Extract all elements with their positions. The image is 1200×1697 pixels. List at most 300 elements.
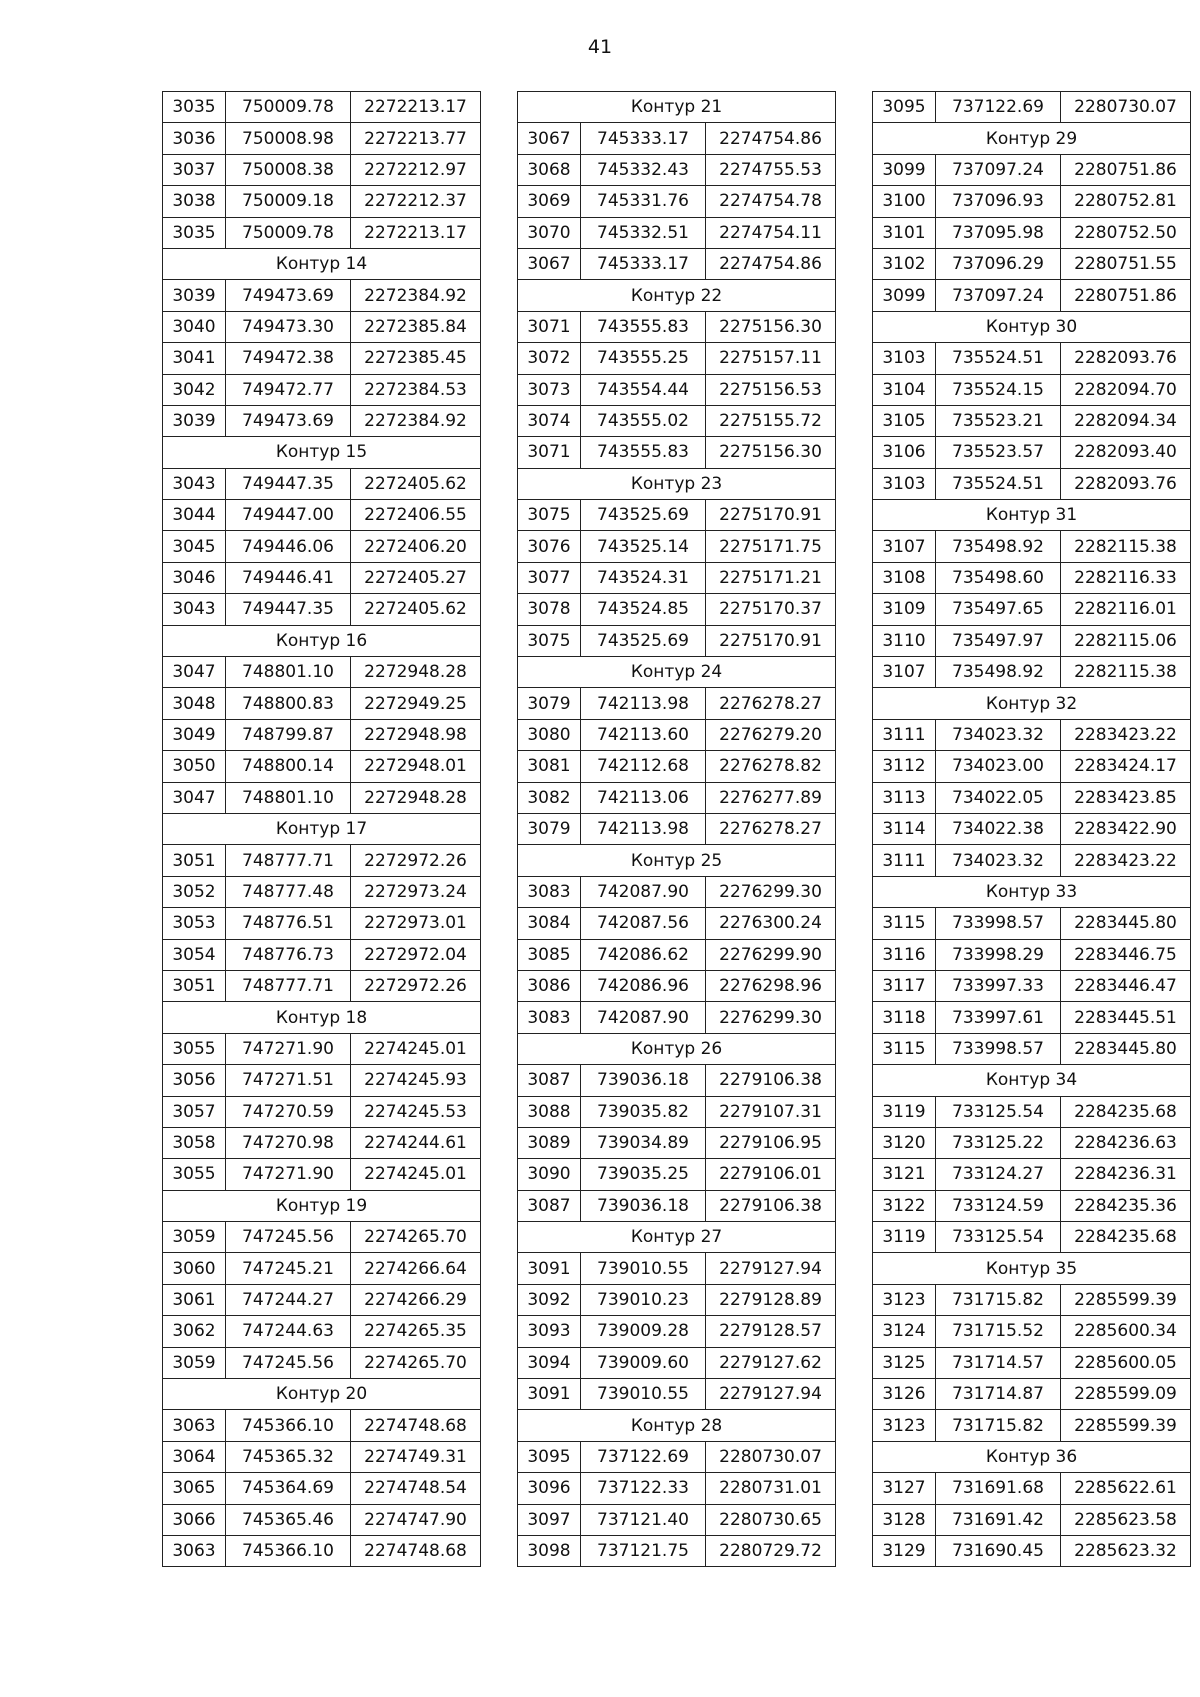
y-coordinate-cell: 2274754.86 [706, 248, 836, 279]
y-coordinate-cell: 2283445.51 [1061, 1002, 1191, 1033]
table-row [873, 1504, 1191, 1535]
contour-heading: Контур 34 [873, 1065, 1191, 1096]
point-number-cell: 3040 [163, 311, 226, 342]
x-coordinate-cell: 745366.10 [226, 1535, 351, 1566]
y-coordinate-cell: 2274245.53 [351, 1096, 481, 1127]
y-coordinate-cell: 2276277.89 [706, 782, 836, 813]
y-coordinate-cell: 2285623.58 [1061, 1504, 1191, 1535]
x-coordinate-cell: 748777.48 [226, 876, 351, 907]
y-coordinate-cell: 2272948.28 [351, 782, 481, 813]
point-number-cell: 3122 [873, 1190, 936, 1221]
table-row [873, 625, 1191, 656]
y-coordinate-cell: 2285600.34 [1061, 1316, 1191, 1347]
point-number-cell: 3108 [873, 562, 936, 593]
contour-heading-row [873, 311, 1191, 342]
x-coordinate-cell: 742113.98 [581, 688, 706, 719]
point-number-cell: 3066 [163, 1504, 226, 1535]
x-coordinate-cell: 733125.22 [936, 1127, 1061, 1158]
y-coordinate-cell: 2272384.92 [351, 280, 481, 311]
y-coordinate-cell: 2282094.34 [1061, 405, 1191, 436]
y-coordinate-cell: 2272385.84 [351, 311, 481, 342]
contour-heading-row [518, 468, 836, 499]
point-number-cell: 3099 [873, 154, 936, 185]
y-coordinate-cell: 2279106.95 [706, 1127, 836, 1158]
contour-heading: Контур 23 [518, 468, 836, 499]
contour-heading: Контур 19 [163, 1190, 481, 1221]
point-number-cell: 3080 [518, 719, 581, 750]
x-coordinate-cell: 745333.17 [581, 248, 706, 279]
point-number-cell: 3038 [163, 186, 226, 217]
point-number-cell: 3095 [873, 92, 936, 123]
contour-heading: Контур 16 [163, 625, 481, 656]
x-coordinate-cell: 737121.75 [581, 1535, 706, 1566]
x-coordinate-cell: 733997.61 [936, 1002, 1061, 1033]
point-number-cell: 3075 [518, 625, 581, 656]
contour-heading-row [163, 437, 481, 468]
y-coordinate-cell: 2274245.01 [351, 1033, 481, 1064]
x-coordinate-cell: 748801.10 [226, 782, 351, 813]
y-coordinate-cell: 2275171.75 [706, 531, 836, 562]
x-coordinate-cell: 745365.32 [226, 1441, 351, 1472]
x-coordinate-cell: 737122.69 [936, 92, 1061, 123]
contour-heading-row [518, 92, 836, 123]
x-coordinate-cell: 748799.87 [226, 719, 351, 750]
table-row [873, 562, 1191, 593]
table-row [163, 719, 481, 750]
y-coordinate-cell: 2275156.30 [706, 311, 836, 342]
contour-heading-row [873, 1441, 1191, 1472]
point-number-cell: 3035 [163, 92, 226, 123]
x-coordinate-cell: 749473.30 [226, 311, 351, 342]
y-coordinate-cell: 2272973.01 [351, 908, 481, 939]
point-number-cell: 3089 [518, 1127, 581, 1158]
contour-heading: Контур 21 [518, 92, 836, 123]
table-row [518, 1127, 836, 1158]
point-number-cell: 3094 [518, 1347, 581, 1378]
point-number-cell: 3125 [873, 1347, 936, 1378]
x-coordinate-cell: 743554.44 [581, 374, 706, 405]
point-number-cell: 3119 [873, 1222, 936, 1253]
y-coordinate-cell: 2272948.28 [351, 657, 481, 688]
table-row [873, 939, 1191, 970]
contour-heading-row [873, 1253, 1191, 1284]
y-coordinate-cell: 2272406.20 [351, 531, 481, 562]
y-coordinate-cell: 2280729.72 [706, 1535, 836, 1566]
point-number-cell: 3104 [873, 374, 936, 405]
x-coordinate-cell: 734023.32 [936, 719, 1061, 750]
x-coordinate-cell: 742112.68 [581, 751, 706, 782]
y-coordinate-cell: 2279128.89 [706, 1284, 836, 1315]
y-coordinate-cell: 2279106.38 [706, 1190, 836, 1221]
coordinates-table-middle [517, 91, 836, 1567]
contour-heading: Контур 28 [518, 1410, 836, 1441]
table-row [873, 751, 1191, 782]
point-number-cell: 3043 [163, 468, 226, 499]
table-row [163, 845, 481, 876]
table-row [518, 1441, 836, 1472]
x-coordinate-cell: 739009.28 [581, 1316, 706, 1347]
point-number-cell: 3051 [163, 970, 226, 1001]
x-coordinate-cell: 749447.35 [226, 594, 351, 625]
y-coordinate-cell: 2285599.39 [1061, 1410, 1191, 1441]
point-number-cell: 3093 [518, 1316, 581, 1347]
x-coordinate-cell: 735523.57 [936, 437, 1061, 468]
contour-heading: Контур 29 [873, 123, 1191, 154]
point-number-cell: 3088 [518, 1096, 581, 1127]
x-coordinate-cell: 749447.35 [226, 468, 351, 499]
y-coordinate-cell: 2282116.33 [1061, 562, 1191, 593]
table-row [518, 1504, 836, 1535]
y-coordinate-cell: 2272949.25 [351, 688, 481, 719]
y-coordinate-cell: 2282115.38 [1061, 531, 1191, 562]
y-coordinate-cell: 2279107.31 [706, 1096, 836, 1127]
y-coordinate-cell: 2274265.70 [351, 1347, 481, 1378]
y-coordinate-cell: 2282093.76 [1061, 343, 1191, 374]
x-coordinate-cell: 742113.06 [581, 782, 706, 813]
x-coordinate-cell: 739035.25 [581, 1159, 706, 1190]
point-number-cell: 3048 [163, 688, 226, 719]
table-row [163, 970, 481, 1001]
point-number-cell: 3091 [518, 1379, 581, 1410]
x-coordinate-cell: 735524.51 [936, 343, 1061, 374]
x-coordinate-cell: 739010.23 [581, 1284, 706, 1315]
y-coordinate-cell: 2272405.62 [351, 594, 481, 625]
x-coordinate-cell: 731691.68 [936, 1473, 1061, 1504]
point-number-cell: 3095 [518, 1441, 581, 1472]
x-coordinate-cell: 743525.69 [581, 500, 706, 531]
y-coordinate-cell: 2279127.62 [706, 1347, 836, 1378]
y-coordinate-cell: 2282115.06 [1061, 625, 1191, 656]
point-number-cell: 3097 [518, 1504, 581, 1535]
y-coordinate-cell: 2275156.53 [706, 374, 836, 405]
x-coordinate-cell: 748776.73 [226, 939, 351, 970]
point-number-cell: 3120 [873, 1127, 936, 1158]
table-row [163, 562, 481, 593]
contour-heading-row [873, 688, 1191, 719]
point-number-cell: 3049 [163, 719, 226, 750]
point-number-cell: 3121 [873, 1159, 936, 1190]
table-row [873, 437, 1191, 468]
y-coordinate-cell: 2274749.31 [351, 1441, 481, 1472]
y-coordinate-cell: 2279127.94 [706, 1379, 836, 1410]
point-number-cell: 3119 [873, 1096, 936, 1127]
point-number-cell: 3114 [873, 813, 936, 844]
y-coordinate-cell: 2280751.86 [1061, 280, 1191, 311]
x-coordinate-cell: 747244.63 [226, 1316, 351, 1347]
point-number-cell: 3035 [163, 217, 226, 248]
table-row [873, 1127, 1191, 1158]
x-coordinate-cell: 739036.18 [581, 1190, 706, 1221]
table-row [518, 719, 836, 750]
y-coordinate-cell: 2274265.35 [351, 1316, 481, 1347]
point-number-cell: 3086 [518, 970, 581, 1001]
x-coordinate-cell: 745333.17 [581, 123, 706, 154]
point-number-cell: 3077 [518, 562, 581, 593]
table-row [518, 248, 836, 279]
contour-heading: Контур 35 [873, 1253, 1191, 1284]
table-row [518, 1065, 836, 1096]
point-number-cell: 3067 [518, 123, 581, 154]
x-coordinate-cell: 748801.10 [226, 657, 351, 688]
table-row [873, 92, 1191, 123]
point-number-cell: 3081 [518, 751, 581, 782]
table-row [873, 1535, 1191, 1566]
table-row [163, 1504, 481, 1535]
x-coordinate-cell: 731715.82 [936, 1284, 1061, 1315]
point-number-cell: 3037 [163, 154, 226, 185]
point-number-cell: 3055 [163, 1033, 226, 1064]
point-number-cell: 3047 [163, 657, 226, 688]
x-coordinate-cell: 735497.65 [936, 594, 1061, 625]
table-row [163, 217, 481, 248]
table-row [163, 1410, 481, 1441]
x-coordinate-cell: 742113.98 [581, 813, 706, 844]
point-number-cell: 3078 [518, 594, 581, 625]
y-coordinate-cell: 2276279.20 [706, 719, 836, 750]
x-coordinate-cell: 747245.21 [226, 1253, 351, 1284]
y-coordinate-cell: 2284236.63 [1061, 1127, 1191, 1158]
y-coordinate-cell: 2272213.17 [351, 217, 481, 248]
table-row [163, 1253, 481, 1284]
y-coordinate-cell: 2280751.86 [1061, 154, 1191, 185]
contour-heading-row [163, 248, 481, 279]
table-row [873, 657, 1191, 688]
coordinates-table-right [872, 91, 1191, 1567]
x-coordinate-cell: 735523.21 [936, 405, 1061, 436]
x-coordinate-cell: 737097.24 [936, 280, 1061, 311]
x-coordinate-cell: 745365.46 [226, 1504, 351, 1535]
x-coordinate-cell: 743555.02 [581, 405, 706, 436]
table-row [873, 782, 1191, 813]
x-coordinate-cell: 737122.33 [581, 1473, 706, 1504]
x-coordinate-cell: 743555.25 [581, 343, 706, 374]
table-row [163, 1347, 481, 1378]
point-number-cell: 3127 [873, 1473, 936, 1504]
x-coordinate-cell: 743524.31 [581, 562, 706, 593]
x-coordinate-cell: 731690.45 [936, 1535, 1061, 1566]
contour-heading: Контур 22 [518, 280, 836, 311]
contour-heading-row [518, 845, 836, 876]
point-number-cell: 3039 [163, 405, 226, 436]
contour-heading-row [163, 1190, 481, 1221]
x-coordinate-cell: 747271.90 [226, 1033, 351, 1064]
point-number-cell: 3128 [873, 1504, 936, 1535]
x-coordinate-cell: 747271.51 [226, 1065, 351, 1096]
table-row [518, 625, 836, 656]
point-number-cell: 3102 [873, 248, 936, 279]
table-row [518, 1096, 836, 1127]
x-coordinate-cell: 745364.69 [226, 1473, 351, 1504]
table-row [163, 1033, 481, 1064]
table-row [518, 374, 836, 405]
x-coordinate-cell: 735498.92 [936, 531, 1061, 562]
point-number-cell: 3055 [163, 1159, 226, 1190]
y-coordinate-cell: 2274754.86 [706, 123, 836, 154]
table-row [163, 531, 481, 562]
y-coordinate-cell: 2275170.37 [706, 594, 836, 625]
point-number-cell: 3115 [873, 908, 936, 939]
x-coordinate-cell: 737096.93 [936, 186, 1061, 217]
y-coordinate-cell: 2274266.64 [351, 1253, 481, 1284]
point-number-cell: 3117 [873, 970, 936, 1001]
y-coordinate-cell: 2285600.05 [1061, 1347, 1191, 1378]
y-coordinate-cell: 2274747.90 [351, 1504, 481, 1535]
point-number-cell: 3053 [163, 908, 226, 939]
table-row [163, 92, 481, 123]
point-number-cell: 3070 [518, 217, 581, 248]
y-coordinate-cell: 2279127.94 [706, 1253, 836, 1284]
y-coordinate-cell: 2284236.31 [1061, 1159, 1191, 1190]
table-row [163, 594, 481, 625]
contour-heading-row [873, 1065, 1191, 1096]
y-coordinate-cell: 2274754.78 [706, 186, 836, 217]
x-coordinate-cell: 742087.90 [581, 876, 706, 907]
y-coordinate-cell: 2274265.70 [351, 1222, 481, 1253]
contour-heading-row [518, 1410, 836, 1441]
y-coordinate-cell: 2274755.53 [706, 154, 836, 185]
y-coordinate-cell: 2276298.96 [706, 970, 836, 1001]
y-coordinate-cell: 2272385.45 [351, 343, 481, 374]
y-coordinate-cell: 2279106.38 [706, 1065, 836, 1096]
x-coordinate-cell: 743524.85 [581, 594, 706, 625]
point-number-cell: 3051 [163, 845, 226, 876]
x-coordinate-cell: 750009.78 [226, 217, 351, 248]
contour-heading: Контур 25 [518, 845, 836, 876]
table-row [518, 1347, 836, 1378]
x-coordinate-cell: 747245.56 [226, 1222, 351, 1253]
x-coordinate-cell: 743555.83 [581, 311, 706, 342]
table-row [873, 280, 1191, 311]
y-coordinate-cell: 2280752.81 [1061, 186, 1191, 217]
point-number-cell: 3054 [163, 939, 226, 970]
point-number-cell: 3068 [518, 154, 581, 185]
x-coordinate-cell: 731714.87 [936, 1379, 1061, 1410]
x-coordinate-cell: 747271.90 [226, 1159, 351, 1190]
coordinates-table-left [162, 91, 481, 1567]
y-coordinate-cell: 2285599.09 [1061, 1379, 1191, 1410]
table-row [518, 311, 836, 342]
y-coordinate-cell: 2272972.26 [351, 970, 481, 1001]
point-number-cell: 3087 [518, 1065, 581, 1096]
x-coordinate-cell: 733124.59 [936, 1190, 1061, 1221]
point-number-cell: 3046 [163, 562, 226, 593]
point-number-cell: 3071 [518, 311, 581, 342]
table-row [873, 1410, 1191, 1441]
y-coordinate-cell: 2275171.21 [706, 562, 836, 593]
table-row [873, 970, 1191, 1001]
x-coordinate-cell: 748800.14 [226, 751, 351, 782]
x-coordinate-cell: 749472.38 [226, 343, 351, 374]
point-number-cell: 3058 [163, 1127, 226, 1158]
point-number-cell: 3073 [518, 374, 581, 405]
point-number-cell: 3107 [873, 657, 936, 688]
y-coordinate-cell: 2285599.39 [1061, 1284, 1191, 1315]
point-number-cell: 3063 [163, 1410, 226, 1441]
table-row [163, 657, 481, 688]
y-coordinate-cell: 2280730.07 [706, 1441, 836, 1472]
point-number-cell: 3036 [163, 123, 226, 154]
x-coordinate-cell: 735524.51 [936, 468, 1061, 499]
y-coordinate-cell: 2275155.72 [706, 405, 836, 436]
table-row [518, 123, 836, 154]
point-number-cell: 3106 [873, 437, 936, 468]
table-row [873, 1379, 1191, 1410]
y-coordinate-cell: 2274245.01 [351, 1159, 481, 1190]
x-coordinate-cell: 734023.00 [936, 751, 1061, 782]
point-number-cell: 3100 [873, 186, 936, 217]
table-row [873, 343, 1191, 374]
point-number-cell: 3105 [873, 405, 936, 436]
table-row [518, 1316, 836, 1347]
page-number: 41 [587, 36, 613, 58]
y-coordinate-cell: 2283445.80 [1061, 908, 1191, 939]
y-coordinate-cell: 2275157.11 [706, 343, 836, 374]
table-row [163, 1222, 481, 1253]
x-coordinate-cell: 747270.98 [226, 1127, 351, 1158]
y-coordinate-cell: 2282094.70 [1061, 374, 1191, 405]
y-coordinate-cell: 2272948.98 [351, 719, 481, 750]
y-coordinate-cell: 2272384.92 [351, 405, 481, 436]
table-row [873, 468, 1191, 499]
x-coordinate-cell: 737097.24 [936, 154, 1061, 185]
point-number-cell: 3075 [518, 500, 581, 531]
table-row [163, 1284, 481, 1315]
table-row [518, 1190, 836, 1221]
x-coordinate-cell: 739010.55 [581, 1253, 706, 1284]
point-number-cell: 3109 [873, 594, 936, 625]
contour-heading-row [163, 625, 481, 656]
point-number-cell: 3042 [163, 374, 226, 405]
y-coordinate-cell: 2272212.37 [351, 186, 481, 217]
table-row [518, 876, 836, 907]
contour-heading: Контур 31 [873, 500, 1191, 531]
table-row [163, 1473, 481, 1504]
table-row [518, 1253, 836, 1284]
table-row [518, 154, 836, 185]
table-row [873, 908, 1191, 939]
contour-heading: Контур 17 [163, 813, 481, 844]
x-coordinate-cell: 739036.18 [581, 1065, 706, 1096]
y-coordinate-cell: 2276299.30 [706, 1002, 836, 1033]
y-coordinate-cell: 2272212.97 [351, 154, 481, 185]
point-number-cell: 3116 [873, 939, 936, 970]
contour-heading-row [873, 500, 1191, 531]
point-number-cell: 3060 [163, 1253, 226, 1284]
y-coordinate-cell: 2282116.01 [1061, 594, 1191, 625]
point-number-cell: 3063 [163, 1535, 226, 1566]
point-number-cell: 3064 [163, 1441, 226, 1472]
point-number-cell: 3103 [873, 468, 936, 499]
x-coordinate-cell: 750009.78 [226, 92, 351, 123]
table-row [518, 939, 836, 970]
table-row [873, 186, 1191, 217]
point-number-cell: 3044 [163, 500, 226, 531]
table-row [518, 186, 836, 217]
y-coordinate-cell: 2272972.04 [351, 939, 481, 970]
point-number-cell: 3041 [163, 343, 226, 374]
table-row [163, 939, 481, 970]
y-coordinate-cell: 2280752.50 [1061, 217, 1191, 248]
table-row [518, 405, 836, 436]
y-coordinate-cell: 2272213.17 [351, 92, 481, 123]
y-coordinate-cell: 2272948.01 [351, 751, 481, 782]
point-number-cell: 3091 [518, 1253, 581, 1284]
table-row [163, 1096, 481, 1127]
x-coordinate-cell: 739034.89 [581, 1127, 706, 1158]
table-row [873, 594, 1191, 625]
y-coordinate-cell: 2283446.47 [1061, 970, 1191, 1001]
contour-heading-row [518, 280, 836, 311]
